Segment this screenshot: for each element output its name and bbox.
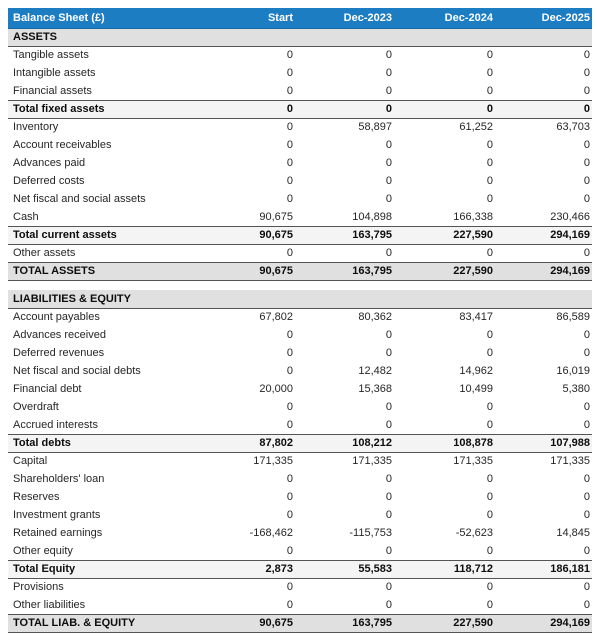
table-row [8,362,592,380]
cell-value: 0 [286,67,293,79]
cell-value: 15,368 [358,383,392,395]
cell-value: 107,988 [493,434,592,452]
cell-value: 14,962 [459,365,493,377]
row-label: Investment grants [13,509,101,521]
cell-value: 171,335 [352,455,392,468]
cell-value: 0 [583,329,590,341]
cell-value: 0 [583,347,590,359]
cell-value: 108,212 [293,434,392,452]
cell-value: 0 [493,100,592,118]
cell-value: 0 [486,347,493,359]
row-label: Net fiscal and social debts [13,365,141,377]
cell-value: 0 [286,491,293,503]
table-row [8,614,592,632]
cell-value: 0 [286,139,293,151]
cell-value: 0 [583,509,590,521]
section-header-row [8,290,592,308]
cell-value: 0 [385,84,392,97]
balance-sheet [8,8,592,633]
cell-value: 0 [486,247,493,259]
cell-value: 58,897 [358,121,392,134]
row-label: Shareholders' loan [13,473,105,485]
cell-value: 227,590 [392,226,493,244]
cell-value: 0 [583,84,590,97]
row-label: Cash [13,210,39,223]
row-label: Financial assets [13,84,92,97]
cell-value: 0 [286,509,293,521]
cell-value: 0 [385,247,392,259]
row-label: Advances received [13,329,106,341]
row-label: TOTAL LIAB. & EQUITY [8,614,218,632]
cell-value: -115,753 [349,527,392,539]
cell-value: 0 [218,100,293,118]
row-label: Tangible assets [13,49,89,62]
cell-value: 0 [583,598,590,611]
cell-value: 294,169 [493,226,592,244]
cell-value: 0 [583,473,590,485]
cell-value: 0 [583,175,590,187]
row-label: Advances paid [13,157,86,169]
cell-value: 0 [385,49,392,62]
table-row [8,226,592,244]
cell-value: 0 [486,84,493,97]
cell-value: 10,499 [459,383,493,395]
table-row [8,596,592,614]
section-header-row [8,28,592,46]
table-row [8,208,592,226]
cell-value: 87,802 [218,434,293,452]
cell-value: 0 [486,401,493,413]
cell-value: 0 [385,401,392,413]
table-row [8,154,592,172]
cell-value: 104,898 [352,210,392,223]
cell-value: 0 [286,473,293,485]
table-row [8,262,592,280]
table-row [8,82,592,100]
cell-value: 0 [486,598,493,611]
cell-value: 227,590 [392,614,493,632]
cell-value: 166,338 [453,210,493,223]
column-header-dec-2023: Dec-2023 [293,8,392,28]
cell-value: 0 [293,100,392,118]
table-row [8,308,592,326]
cell-value: 0 [583,418,590,431]
header-row [8,8,592,28]
cell-value: 14,845 [556,527,590,539]
cell-value: 0 [286,329,293,341]
table-row [8,172,592,190]
cell-value: 227,590 [392,262,493,280]
cell-value: 0 [583,544,590,557]
sheet-title: Balance Sheet (£) [8,8,218,28]
cell-value: 0 [486,49,493,62]
cell-value: 86,589 [556,311,590,324]
cell-value: 0 [286,247,293,259]
cell-value: 0 [583,247,590,259]
table-row [8,506,592,524]
cell-value: 294,169 [493,614,592,632]
cell-value: 0 [385,473,392,485]
cell-value: 0 [385,139,392,151]
cell-value: 108,878 [392,434,493,452]
cell-value: 0 [286,49,293,62]
cell-value: 163,795 [293,262,392,280]
table-row [8,452,592,470]
column-header-dec-2025: Dec-2025 [493,8,592,28]
cell-value: 0 [286,544,293,557]
column-header-start: Start [218,8,293,28]
row-label: TOTAL ASSETS [8,262,218,280]
table-row [8,100,592,118]
cell-value: 171,335 [453,455,493,468]
cell-value: 0 [583,193,590,205]
cell-value: 90,675 [259,210,293,223]
row-label: Reserves [13,491,60,503]
cell-value: 0 [286,121,293,134]
row-label: Capital [13,455,48,468]
cell-value: 0 [385,347,392,359]
table-row [8,470,592,488]
row-label: Total current assets [8,226,218,244]
balance-sheet-body [8,28,592,632]
cell-value: 67,802 [259,311,293,324]
table-row [8,542,592,560]
row-label: Other equity [13,544,73,557]
section-gap [8,280,592,290]
cell-value: 0 [486,491,493,503]
cell-value: 0 [486,175,493,187]
cell-value: 171,335 [550,455,590,468]
cell-value: 20,000 [259,383,293,395]
table-row [8,326,592,344]
cell-value: -168,462 [249,527,293,539]
cell-value: 163,795 [293,614,392,632]
cell-value: 12,482 [358,365,392,377]
cell-value: 118,712 [392,560,493,578]
cell-value: 55,583 [293,560,392,578]
table-row [8,578,592,596]
cell-value: 0 [385,598,392,611]
cell-value: 16,019 [556,365,590,377]
column-header-dec-2024: Dec-2024 [392,8,493,28]
table-row [8,46,592,64]
cell-value: 171,335 [253,455,293,468]
cell-value: 63,703 [556,121,590,134]
cell-value: 0 [286,401,293,413]
cell-value: 0 [385,418,392,431]
row-label: Account receivables [13,139,112,151]
balance-sheet-table [8,8,592,633]
cell-value: 0 [486,193,493,205]
cell-value: 0 [486,139,493,151]
cell-value: 0 [583,139,590,151]
cell-value: 0 [286,365,293,377]
row-label: Net fiscal and social assets [13,193,146,205]
cell-value: 0 [385,193,392,205]
row-label: Other liabilities [13,598,86,611]
cell-value: 163,795 [293,226,392,244]
cell-value: 2,873 [218,560,293,578]
cell-value: 0 [286,347,293,359]
cell-value: 0 [486,473,493,485]
table-row [8,344,592,362]
row-label: Total debts [8,434,218,452]
row-label: Deferred revenues [13,347,105,359]
cell-value: 0 [583,157,590,169]
cell-value: 80,362 [358,311,392,324]
row-label: Other assets [13,247,76,259]
cell-value: 0 [286,418,293,431]
cell-value: 0 [286,598,293,611]
cell-value: 61,252 [459,121,493,134]
table-row [8,524,592,542]
row-label: Account payables [13,311,100,324]
cell-value: 0 [286,175,293,187]
cell-value: 90,675 [218,262,293,280]
cell-value: 0 [385,329,392,341]
row-label: Total fixed assets [8,100,218,118]
cell-value: 0 [583,581,590,594]
table-row [8,190,592,208]
cell-value: -52,623 [455,527,493,539]
cell-value: 0 [286,157,293,169]
cell-value: 0 [486,157,493,169]
table-row [8,64,592,82]
table-row [8,488,592,506]
cell-value: 90,675 [218,226,293,244]
row-label: Provisions [13,581,64,594]
section-label: ASSETS [8,28,592,46]
cell-value: 0 [385,544,392,557]
cell-value: 0 [286,193,293,205]
cell-value: 83,417 [459,311,493,324]
table-row [8,380,592,398]
cell-value: 0 [486,418,493,431]
cell-value: 0 [486,581,493,594]
cell-value: 0 [583,401,590,413]
cell-value: 0 [486,67,493,79]
cell-value: 0 [583,49,590,62]
row-label: Inventory [13,121,59,134]
row-label: Financial debt [13,383,82,395]
table-row [8,244,592,262]
cell-value: 0 [392,100,493,118]
cell-value: 0 [486,329,493,341]
cell-value: 0 [385,491,392,503]
cell-value: 0 [385,67,392,79]
cell-value: 0 [486,544,493,557]
cell-value: 5,380 [562,383,590,395]
row-label: Overdraft [13,401,59,413]
row-label: Intangible assets [13,67,96,79]
table-row [8,416,592,434]
cell-value: 0 [583,491,590,503]
row-label: Accrued interests [13,418,98,431]
cell-value: 90,675 [218,614,293,632]
cell-value: 0 [286,581,293,594]
table-row [8,434,592,452]
cell-value: 0 [385,175,392,187]
cell-value: 0 [583,67,590,79]
section-gap-cell [8,280,592,290]
cell-value: 0 [385,581,392,594]
cell-value: 0 [286,84,293,97]
row-label: Total Equity [8,560,218,578]
cell-value: 230,466 [550,210,590,223]
table-row [8,136,592,154]
section-label: LIABILITIES & EQUITY [8,290,592,308]
cell-value: 0 [385,509,392,521]
table-row [8,118,592,136]
table-row [8,560,592,578]
cell-value: 0 [486,509,493,521]
cell-value: 0 [385,157,392,169]
table-row [8,398,592,416]
cell-value: 186,181 [493,560,592,578]
row-label: Retained earnings [13,527,103,539]
cell-value: 294,169 [493,262,592,280]
row-label: Deferred costs [13,175,85,187]
